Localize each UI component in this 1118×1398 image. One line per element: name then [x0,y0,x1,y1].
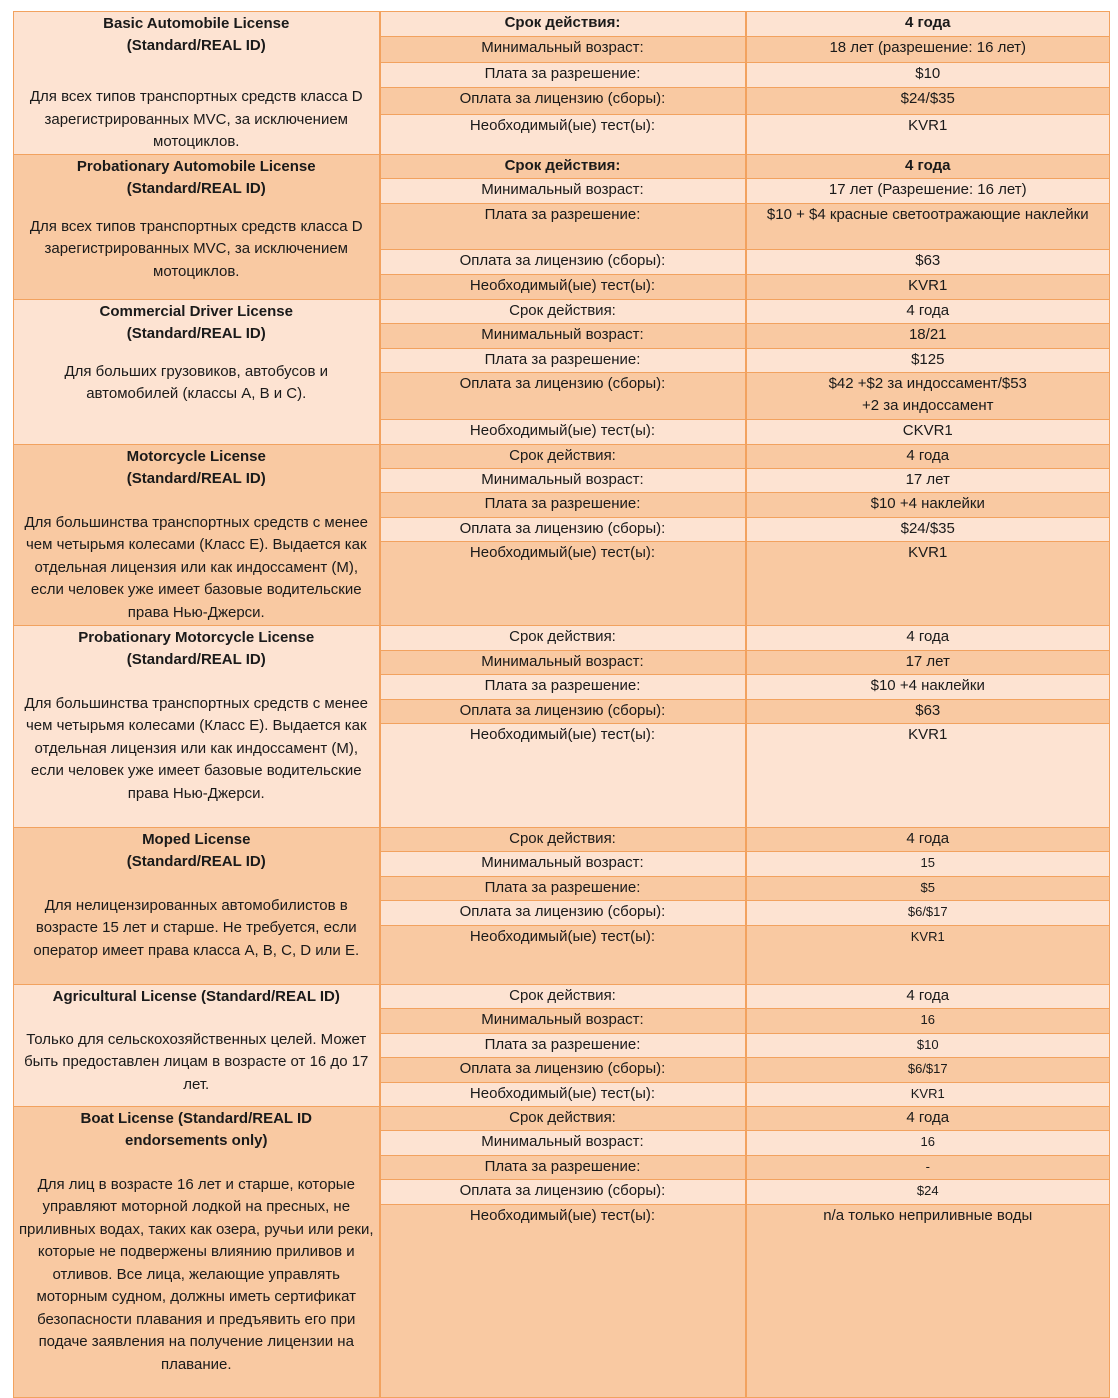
row-label: Плата за разрешение: [380,203,746,249]
row-label: Оплата за лицензию (сборы): [380,88,746,114]
row-label: Срок действия: [380,984,746,1008]
row-value: KVR1 [746,723,1110,827]
row-value: KVR1 [746,925,1110,984]
row-value: KVR1 [746,541,1110,625]
license-description: Только для сельскохозяйственных целей. Может быть предоставлен лицам в возрасте от 16 до 17 лет. [24,1030,369,1093]
row-value: $6/$17 [746,1057,1110,1082]
license-title: Agricultural License (Standard/REAL ID) [52,987,340,1005]
license-title: Basic Automobile License (Standard/REAL ID) [103,15,290,54]
row-label: Минимальный возраст: [380,178,746,203]
row-label: Срок действия: [380,1106,746,1130]
row-value: $10 [746,63,1110,88]
row-value: $10 + $4 красные светоотражающие наклейки [746,203,1110,249]
row-label: Срок действия: [380,299,746,323]
row-value: KVR1 [746,1082,1110,1106]
row-value: $10 +4 наклейки [746,492,1110,517]
row-value: $24/$35 [746,517,1110,541]
license-description: Для всех типов транспортных средств класса D зарегистрированных MVC, за исключением мотоциклов. [29,88,363,150]
license-comparison-table [13,11,1110,1398]
row-label: Минимальный возраст: [380,323,746,348]
license-category-probationary-motorcycle [14,625,380,827]
license-description: Для большинства транспортных средств с менее чем четырьмя колесами (Класс E). Выдается как отдельная лицензия или как индоссамент (M), если человек уже имеет базовые водительские права Нью-Джерси. [24,513,369,621]
license-description: Для всех типов транспортных средств класса D зарегистрированных MVC, за исключением мотоциклов. [29,217,363,280]
license-category-boat [14,1106,380,1397]
row-value: 4 года [746,154,1110,178]
row-value: 16 [746,1008,1110,1033]
row-label: Необходимый(ые) тест(ы): [380,274,746,299]
row-value: $6/$17 [746,900,1110,925]
row-label: Необходимый(ые) тест(ы): [380,1204,746,1397]
row-value: $24 [746,1179,1110,1204]
row-label: Плата за разрешение: [380,492,746,517]
row-value: 4 года [746,984,1110,1008]
license-title: Probationary Motorcycle License (Standard/REAL ID) [78,628,315,668]
row-value: $63 [746,699,1110,723]
row-value: $10 +4 наклейки [746,674,1110,699]
row-value: 17 лет [746,468,1110,492]
license-category-motorcycle [14,444,380,625]
row-label: Плата за разрешение: [380,63,746,88]
license-title: Boat License (Standard/REAL ID endorsements only) [80,1109,312,1149]
row-value: - [746,1155,1110,1179]
row-label: Срок действия: [380,12,746,37]
license-description: Для лиц в возрасте 16 лет и старше, которые управляют моторной лодкой на пресных, не приливных водах, таких как озера, ручьи или реки, которые не подвержены влиянию приливов и отливов. Все лица, желающие управлять моторным судном, должны иметь сертификат безопасности плавания и предъявить его при подаче заявления на получение лицензии на плавание. [18,1175,374,1373]
row-value: 4 года [746,827,1110,851]
row-label: Оплата за лицензию (сборы): [380,372,746,419]
license-description: Для больших грузовиков, автобусов и автомобилей (классы A, B и C). [64,362,329,402]
row-label: Необходимый(ые) тест(ы): [380,1082,746,1106]
row-value: KVR1 [746,114,1110,154]
row-value: 18/21 [746,323,1110,348]
row-label: Оплата за лицензию (сборы): [380,1057,746,1082]
row-value: $125 [746,348,1110,372]
row-value: 17 лет (Разрешение: 16 лет) [746,178,1110,203]
row-value: 18 лет (разрешение: 16 лет) [746,37,1110,63]
license-category-basic-automobile [14,12,380,155]
row-label: Плата за разрешение: [380,1155,746,1179]
row-value: $24/$35 [746,88,1110,114]
row-value: 17 лет [746,650,1110,674]
license-category-commercial-driver [14,299,380,444]
license-description: Для нелицензированных автомобилистов в возрасте 15 лет и старше. Не требуется, если оператор имеет права класса A, B, C, D или E. [33,896,360,959]
row-label: Срок действия: [380,827,746,851]
row-label: Минимальный возраст: [380,468,746,492]
row-value: 4 года [746,625,1110,650]
license-title: Moped License (Standard/REAL ID) [126,830,266,870]
row-label: Оплата за лицензию (сборы): [380,517,746,541]
row-label: Срок действия: [380,625,746,650]
row-label: Необходимый(ые) тест(ы): [380,925,746,984]
row-label: Минимальный возраст: [380,851,746,876]
row-label: Плата за разрешение: [380,348,746,372]
row-value: 15 [746,851,1110,876]
row-value: $5 [746,876,1110,900]
row-value: 4 года [746,12,1110,37]
license-category-moped [14,827,380,984]
row-value: 4 года [746,299,1110,323]
row-label: Минимальный возраст: [380,650,746,674]
license-category-probationary-automobile [14,154,380,299]
row-label: Оплата за лицензию (сборы): [380,1179,746,1204]
row-label: Оплата за лицензию (сборы): [380,249,746,274]
row-value: 4 года [746,444,1110,468]
row-label: Минимальный возраст: [380,1008,746,1033]
row-label: Оплата за лицензию (сборы): [380,699,746,723]
row-label: Плата за разрешение: [380,876,746,900]
license-title: Motorcycle License (Standard/REAL ID) [126,447,266,487]
row-label: Срок действия: [380,154,746,178]
row-label: Минимальный возраст: [380,37,746,63]
row-label: Необходимый(ые) тест(ы): [380,723,746,827]
license-category-agricultural [14,984,380,1106]
row-label: Необходимый(ые) тест(ы): [380,114,746,154]
row-value: n/a только неприливные воды [746,1204,1110,1397]
row-label: Необходимый(ые) тест(ы): [380,419,746,444]
license-description: Для большинства транспортных средств с менее чем четырьмя колесами (Класс E). Выдается как отдельная лицензия или как индоссамент (M), если человек уже имеет базовые водительские права Нью-Джерси. [24,694,369,802]
row-label: Плата за разрешение: [380,1033,746,1057]
row-label: Необходимый(ые) тест(ы): [380,541,746,625]
row-value: $63 [746,249,1110,274]
row-value: $10 [746,1033,1110,1057]
row-label: Плата за разрешение: [380,674,746,699]
license-title: Commercial Driver License (Standard/REAL ID) [99,302,293,342]
row-label: Срок действия: [380,444,746,468]
row-value: KVR1 [746,274,1110,299]
row-value: CKVR1 [746,419,1110,444]
row-value: 4 года [746,1106,1110,1130]
row-value: 16 [746,1130,1110,1155]
row-label: Оплата за лицензию (сборы): [380,900,746,925]
license-title: Probationary Automobile License (Standard/REAL ID) [76,157,316,197]
row-value: $42 +$2 за индоссамент/$53 +2 за индоссамент [746,372,1110,419]
row-label: Минимальный возраст: [380,1130,746,1155]
